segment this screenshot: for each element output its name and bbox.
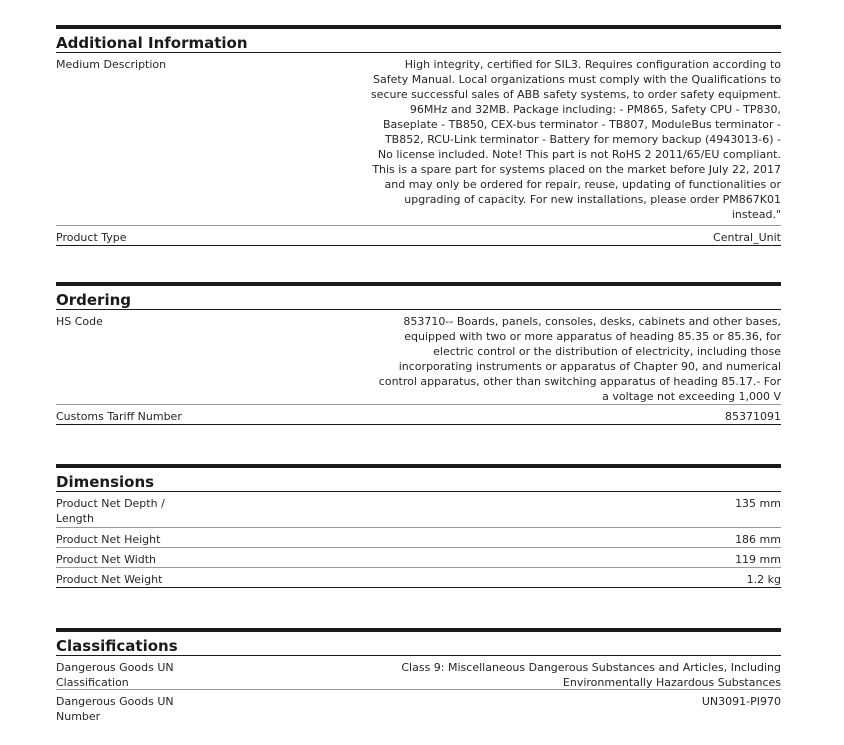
section-title: Ordering (56, 282, 781, 310)
classifications-section (56, 628, 781, 724)
section-title: Additional Information (56, 25, 781, 53)
spec-row (56, 656, 781, 690)
spec-label: Product Net Width (56, 553, 157, 566)
spec-label: Product Net Weight (56, 573, 163, 586)
spec-value: Central_Unit (713, 231, 781, 244)
spec-label: Customs Tariff Number (56, 410, 182, 423)
spec-value: UN3091-PI970 (701, 695, 781, 708)
spec-value: 135 mm (735, 497, 781, 510)
spec-label: Product Net Depth / Length (56, 497, 165, 525)
spec-value: High integrity, certified for SIL3. Requires configuration according to Safety Manual. Local organizations must comply with the Qualifications to secure successful sales of ABB safety systems, to order safety equipment. 96MHz and 32MB. Package including: - PM865, Safety CPU - TP830, Baseplate - TB850, CEX-bus terminator - TB807, ModuleBus terminator - TB852, RCU-Link terminator - Battery for memory backup (4943013-6) - No license included. Note! This part is not RoHS 2 2011/65/EU compliant. This is a spare part for systems placed on the market before July 22, 2017 and may only be ordered for repair, reuse, updating of functionalities or upgrading of capacity. For new installations, please order PM867K01 instead." (371, 58, 781, 221)
spec-label: Dangerous Goods UN Classification (56, 661, 174, 689)
spec-label: Product Type (56, 231, 127, 244)
spec-row (56, 53, 781, 226)
spec-row (56, 528, 781, 548)
spec-row (56, 405, 781, 425)
dimensions-section (56, 464, 781, 588)
spec-value: 853710-- Boards, panels, consoles, desks, cabinets and other bases, equipped with two or more apparatus of heading 85.35 or 85.36, for electric control or the distribution of electricity, including those incorporating instruments or apparatus of Chapter 90, and numerical control apparatus, other than switching apparatus of heading 85.17.- For a voltage not exceeding 1,000 V (378, 315, 781, 403)
spec-value: 119 mm (735, 553, 781, 566)
spec-row (56, 492, 781, 528)
spec-row (56, 548, 781, 568)
spec-row (56, 690, 781, 724)
section-title: Classifications (56, 628, 781, 656)
spec-label: Medium Description (56, 58, 167, 71)
spec-label: Product Net Height (56, 533, 161, 546)
spec-label: HS Code (56, 315, 103, 328)
additional-information-section (56, 25, 781, 246)
spec-row (56, 568, 781, 588)
spec-value: Class 9: Miscellaneous Dangerous Substances and Articles, Including Environmentally Hazardous Substances (401, 661, 781, 689)
spec-value: 1.2 kg (746, 573, 781, 586)
section-title: Dimensions (56, 464, 781, 492)
ordering-section (56, 282, 781, 425)
spec-row (56, 226, 781, 246)
spec-value: 186 mm (735, 533, 781, 546)
spec-label: Dangerous Goods UN Number (56, 695, 174, 723)
spec-row (56, 310, 781, 405)
spec-value: 85371091 (725, 410, 781, 423)
